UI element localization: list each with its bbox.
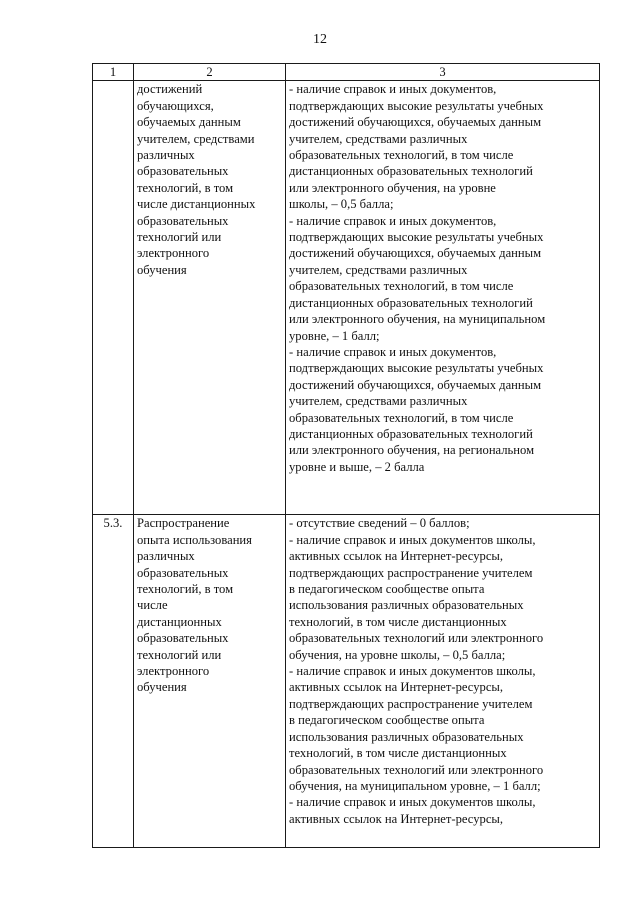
text-line: обучения, на муниципальном уровне, – 1 балл; (289, 778, 541, 793)
text-line: уровне и выше, – 2 балла (289, 459, 425, 474)
text-line: числе дистанционных (137, 197, 256, 212)
column-header-2: 2 (134, 64, 286, 81)
text-line: достижений обучающихся, обучаемых данным (289, 246, 542, 261)
page-number: 12 (313, 32, 327, 47)
text-line: обучения (137, 680, 187, 695)
text-line: опыта использования (137, 532, 252, 547)
text-line: - отсутствие сведений – 0 баллов; (289, 516, 470, 531)
text-line: технологий или (137, 230, 222, 245)
text-line: образовательных технологий, в том числе (289, 410, 514, 425)
text-line: подтверждающих распространение учителем (289, 696, 533, 711)
text-line: учителем, средствами (137, 131, 255, 146)
text-line: - наличие справок и иных документов школы, (289, 664, 536, 679)
text-line: или электронного обучения, на уровне (289, 180, 496, 195)
text-line: использования различных образовательных (289, 729, 524, 744)
text-line: образовательных (137, 631, 229, 646)
text-line: образовательных (137, 164, 229, 179)
text-line: технологий, в том числе дистанционных (289, 746, 507, 761)
text-line: электронного (137, 664, 210, 679)
criterion-cell (134, 515, 286, 848)
text-line: обучения (137, 262, 187, 277)
text-line: - наличие справок и иных документов, (289, 213, 497, 228)
text-line: использования различных образовательных (289, 598, 524, 613)
text-line: достижений обучающихся, обучаемых данным (289, 115, 542, 130)
text-line: технологий или (137, 647, 222, 662)
text-line: активных ссылок на Интернет-ресурсы, (289, 549, 504, 564)
text-line: технологий, в том (137, 180, 234, 195)
text-line: в педагогическом сообществе опыта (289, 713, 485, 728)
row-number-cell: 5.3. (93, 515, 134, 848)
text-line: образовательных технологий или электронного (289, 762, 544, 777)
text-line: активных ссылок на Интернет-ресурсы, (289, 680, 504, 695)
criteria-table (92, 63, 600, 848)
table-row (93, 81, 600, 515)
table-header-row (93, 64, 600, 81)
text-line: подтверждающих распространение учителем (289, 565, 533, 580)
text-line: достижений обучающихся, обучаемых данным (289, 377, 542, 392)
text-line: образовательных технологий, в том числе (289, 279, 514, 294)
text-line: образовательных технологий или электронного (289, 631, 544, 646)
text-line: учителем, средствами различных (289, 262, 468, 277)
text-line: подтверждающих высокие результаты учебных (289, 98, 544, 113)
text-line: образовательных технологий, в том числе (289, 148, 514, 163)
scoring-cell (286, 81, 600, 515)
text-line: - наличие справок и иных документов, (289, 344, 497, 359)
column-header-3: 3 (286, 64, 600, 81)
text-line: или электронного обучения, на региональном (289, 443, 535, 458)
text-line: электронного (137, 246, 210, 261)
text-line: дистанционных образовательных технологий (289, 426, 533, 441)
text-line: или электронного обучения, на муниципальном (289, 312, 546, 327)
text-line: - наличие справок и иных документов, (289, 82, 497, 97)
text-line: - наличие справок и иных документов школы, (289, 532, 536, 547)
text-line: дистанционных образовательных технологий (289, 295, 533, 310)
text-line: образовательных (137, 213, 229, 228)
text-line: подтверждающих высокие результаты учебных (289, 230, 544, 245)
criterion-cell (134, 81, 286, 515)
text-line: дистанционных образовательных технологий (289, 164, 533, 179)
text-line: активных ссылок на Интернет-ресурсы, (289, 811, 504, 826)
text-line: технологий, в том числе дистанционных (289, 614, 507, 629)
table-row (93, 515, 600, 848)
column-header-1: 1 (93, 64, 134, 81)
text-line: уровне, – 1 балл; (289, 328, 380, 343)
scoring-cell (286, 515, 600, 848)
text-line: достижений (137, 82, 203, 97)
text-line: подтверждающих высокие результаты учебных (289, 361, 544, 376)
text-line: обучения, на уровне школы, – 0,5 балла; (289, 647, 506, 662)
text-line: образовательных (137, 565, 229, 580)
text-line: числе (137, 598, 168, 613)
text-line: обучающихся, (137, 98, 214, 113)
text-line: в педагогическом сообществе опыта (289, 582, 485, 597)
row-number-cell (93, 81, 134, 515)
text-line: учителем, средствами различных (289, 131, 468, 146)
text-line: Распространение (137, 516, 230, 531)
text-line: обучаемых данным (137, 115, 241, 130)
text-line: - наличие справок и иных документов школы, (289, 795, 536, 810)
text-line: школы, – 0,5 балла; (289, 197, 394, 212)
text-line: различных (137, 549, 195, 564)
text-line: дистанционных (137, 614, 222, 629)
text-line: технологий, в том (137, 582, 234, 597)
text-line: различных (137, 148, 195, 163)
text-line: учителем, средствами различных (289, 394, 468, 409)
